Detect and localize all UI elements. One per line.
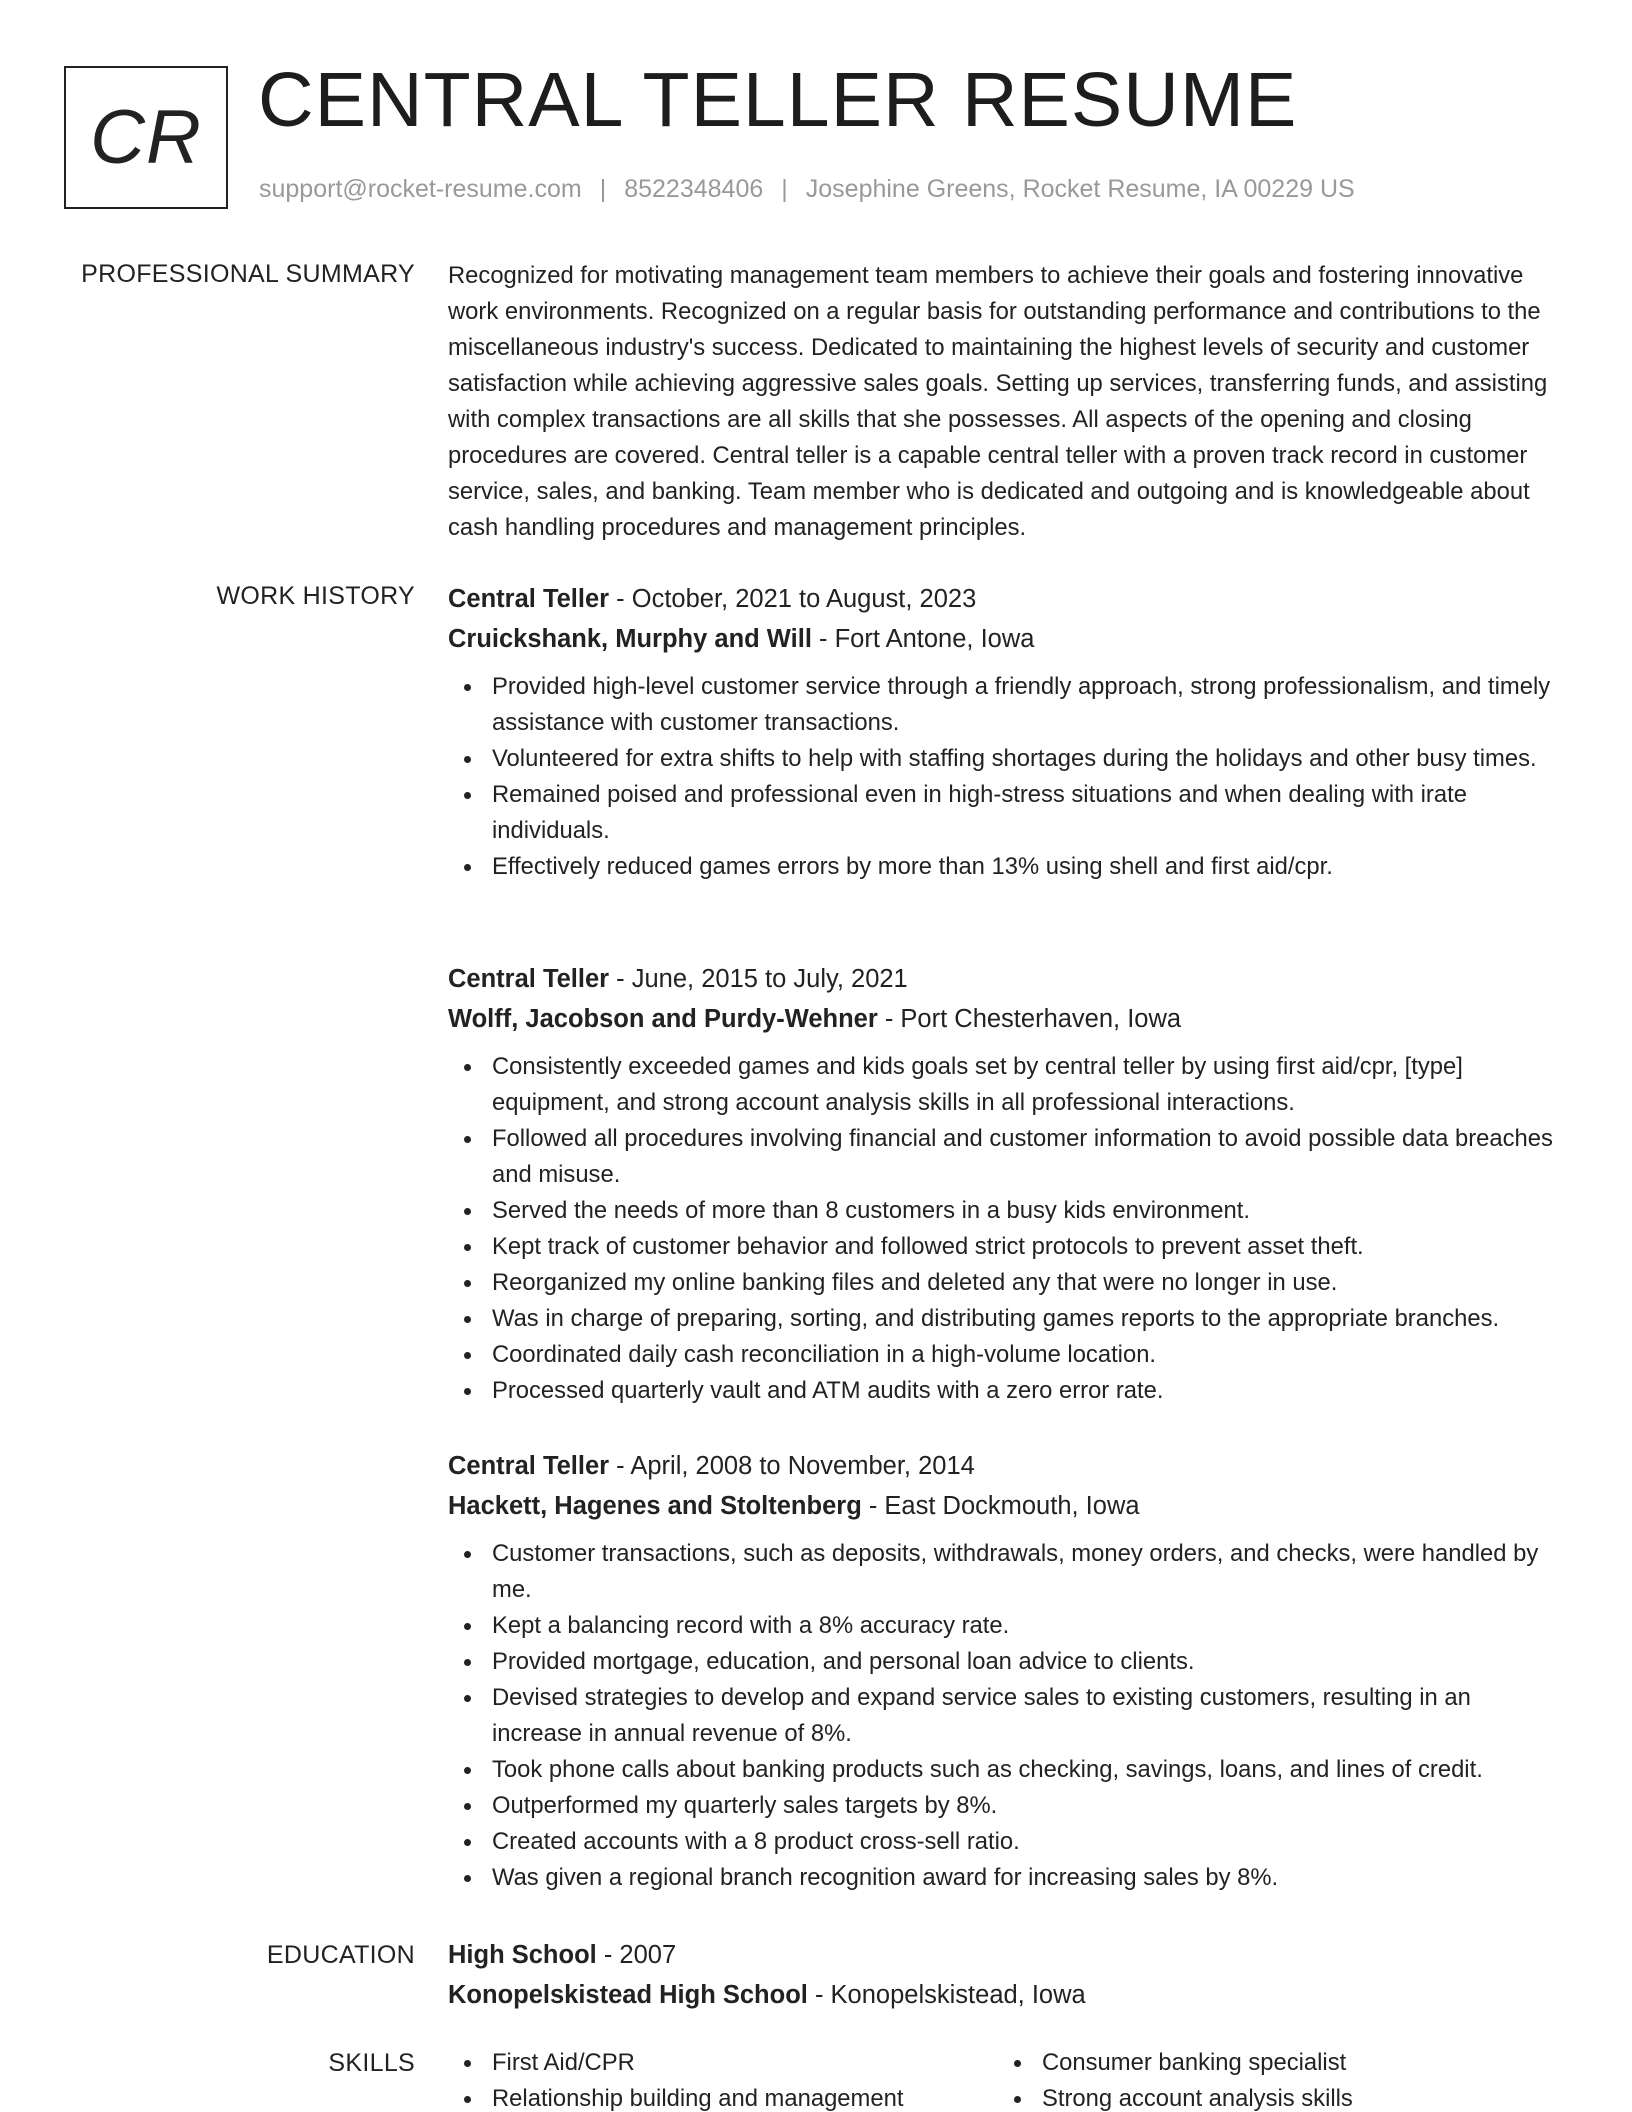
job-company: Wolff, Jacobson and Purdy-Wehner: [448, 1005, 878, 1033]
bullet-item: Created accounts with a 8 product cross-sell ratio.: [448, 1824, 1563, 1860]
contact-line: [259, 175, 1355, 204]
education-school: Konopelskistead High School: [448, 1981, 808, 2009]
bullet-item: Was given a regional branch recognition award for increasing sales by 8%.: [448, 1860, 1563, 1896]
summary-text: Recognized for motivating management team members to achieve their goals and fostering innovative work environments. Recognized on a regular basis for outstanding performance and contributions to the miscellaneous industry's success. Dedicated to maintaining the highest levels of security and customer satisfaction while achieving aggressive sales goals. Setting up services, transferring funds, and assisting with complex transactions are all skills that she possesses. All aspects of the opening and closing procedures are covered. Central teller is a capable central teller with a proven track record in customer service, sales, and banking. Team member who is dedicated and outgoing and is knowledgeable about cash handling procedures and management principles.: [448, 262, 1548, 541]
job-title: Central Teller: [448, 965, 610, 993]
job-location: - Port Chesterhaven, Iowa: [877, 1005, 1182, 1033]
bullet-item: Outperformed my quarterly sales targets by 8%.: [448, 1788, 1563, 1824]
education-school-line: [448, 1975, 1563, 2015]
job-bullets: [448, 1536, 1563, 1896]
job-dates: - April, 2008 to November, 2014: [609, 1452, 975, 1480]
bullet-item: Devised strategies to develop and expand service sales to existing customers, resulting in an increase in annual revenue of 8%.: [448, 1680, 1563, 1752]
education-location: - Konopelskistead, Iowa: [807, 1981, 1086, 2009]
monogram-initials: CR: [90, 95, 202, 180]
job-company-line: [448, 619, 1563, 659]
job-title: Central Teller: [448, 585, 610, 613]
bullet-item: Processed quarterly vault and ATM audits with a zero error rate.: [448, 1373, 1563, 1409]
section-label-work-history: WORK HISTORY: [216, 582, 415, 610]
job-location: - Fort Antone, Iowa: [811, 625, 1035, 653]
contact-phone[interactable]: 8522348406: [624, 175, 764, 203]
job-title: Central Teller: [448, 1452, 610, 1480]
education-degree: High School: [448, 1941, 597, 1969]
job-entry: [448, 959, 1563, 1409]
job-entry: [448, 579, 1563, 885]
job-dates: - October, 2021 to August, 2023: [609, 585, 977, 613]
bullet-item: Followed all procedures involving financial and customer information to avoid possible data breaches and misuse.: [448, 1121, 1563, 1193]
skill-item: Relationship building and management: [448, 2081, 998, 2112]
bullet-item: Reorganized my online banking files and deleted any that were no longer in use.: [448, 1265, 1563, 1301]
monogram-box: [64, 66, 228, 209]
skills-column-1: [448, 2045, 998, 2112]
job-dates: - June, 2015 to July, 2021: [609, 965, 908, 993]
skill-item: Strong account analysis skills: [998, 2081, 1548, 2112]
job-entry: [448, 1446, 1563, 1896]
skills-grid: [448, 2045, 1563, 2112]
skill-item: Consumer banking specialist: [998, 2045, 1548, 2081]
bullet-item: Was in charge of preparing, sorting, and distributing games reports to the appropriate branches.: [448, 1301, 1563, 1337]
skills-column-2: [998, 2045, 1548, 2112]
skill-item: First Aid/CPR: [448, 2045, 998, 2081]
bullet-item: Effectively reduced games errors by more than 13% using shell and first aid/cpr.: [448, 849, 1563, 885]
bullet-item: Consistently exceeded games and kids goals set by central teller by using first aid/cpr, [type] equipment, and strong account analysis skills in all professional interactions.: [448, 1049, 1563, 1121]
job-company: Hackett, Hagenes and Stoltenberg: [448, 1492, 862, 1520]
bullet-item: Provided high-level customer service through a friendly approach, strong professionalism, and timely assistance with customer transactions.: [448, 669, 1563, 741]
contact-separator: |: [781, 175, 788, 203]
bullet-item: Volunteered for extra shifts to help with staffing shortages during the holidays and other busy times.: [448, 741, 1563, 777]
job-location: - East Dockmouth, Iowa: [861, 1492, 1140, 1520]
bullet-item: Provided mortgage, education, and personal loan advice to clients.: [448, 1644, 1563, 1680]
job-company-line: [448, 999, 1563, 1039]
job-bullets: [448, 1049, 1563, 1409]
education-degree-line: [448, 1935, 1563, 1975]
job-title-line: [448, 579, 1563, 619]
bullet-item: Customer transactions, such as deposits, withdrawals, money orders, and checks, were handled by me.: [448, 1536, 1563, 1608]
section-label-summary: PROFESSIONAL SUMMARY: [81, 260, 415, 288]
bullet-item: Served the needs of more than 8 customers in a busy kids environment.: [448, 1193, 1563, 1229]
job-title-line: [448, 1446, 1563, 1486]
skills-list: [448, 2045, 1563, 2112]
education-year: - 2007: [596, 1941, 677, 1969]
job-company-line: [448, 1486, 1563, 1526]
bullet-item: Coordinated daily cash reconciliation in a high-volume location.: [448, 1337, 1563, 1373]
bullet-item: Kept track of customer behavior and followed strict protocols to prevent asset theft.: [448, 1229, 1563, 1265]
section-label-education: EDUCATION: [266, 1941, 415, 1969]
contact-address: Josephine Greens, Rocket Resume, IA 00229 US: [805, 175, 1355, 203]
job-title-line: [448, 959, 1563, 999]
resume-title: CENTRAL TELLER RESUME: [258, 57, 1298, 143]
contact-email[interactable]: support@rocket-resume.com: [259, 175, 582, 203]
bullet-item: Kept a balancing record with a 8% accuracy rate.: [448, 1608, 1563, 1644]
education-entry: [448, 1935, 1563, 2015]
section-label-skills: SKILLS: [328, 2049, 415, 2077]
contact-separator: |: [599, 175, 607, 203]
bullet-item: Took phone calls about banking products such as checking, savings, loans, and lines of credit.: [448, 1752, 1563, 1788]
job-company: Cruickshank, Murphy and Will: [448, 625, 812, 653]
job-bullets: [448, 669, 1563, 885]
bullet-item: Remained poised and professional even in high-stress situations and when dealing with irate individuals.: [448, 777, 1563, 849]
